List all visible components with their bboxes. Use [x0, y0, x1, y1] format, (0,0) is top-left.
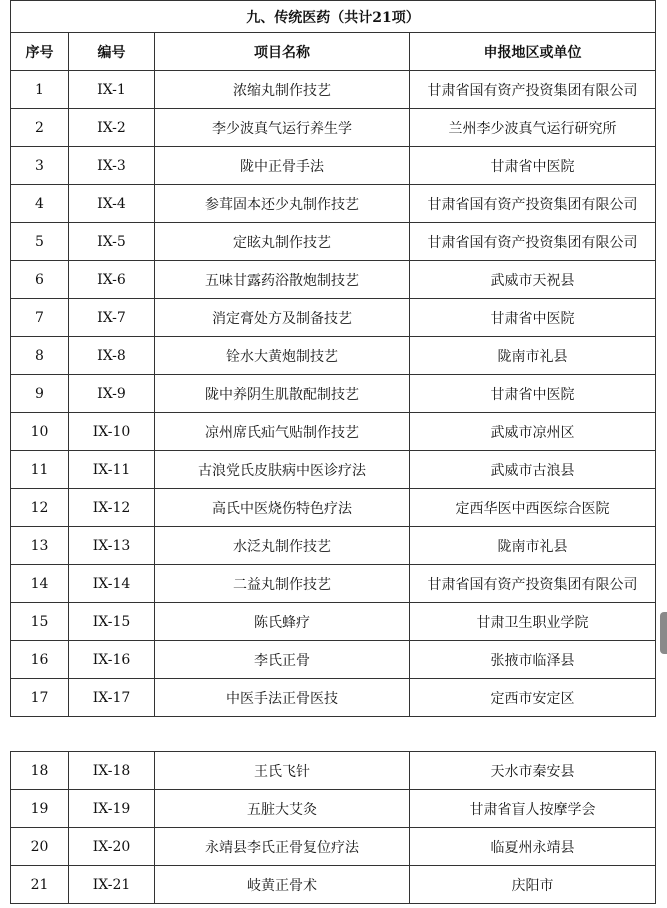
cell-project-name: 铨水大黄炮制技艺 [155, 337, 410, 375]
table-title: 九、传统医药（共计21项） [11, 1, 656, 33]
cell-code: IX-19 [69, 790, 155, 828]
cell-region-or-unit: 甘肃省盲人按摩学会 [410, 790, 656, 828]
table-row [11, 451, 656, 489]
cell-region-or-unit: 甘肃省中医院 [410, 299, 656, 337]
cell-code: IX-3 [69, 147, 155, 185]
table-row [11, 866, 656, 904]
table-row [11, 299, 656, 337]
cell-region-or-unit: 天水市秦安县 [410, 752, 656, 790]
cell-code: IX-2 [69, 109, 155, 147]
cell-project-name: 定眩丸制作技艺 [155, 223, 410, 261]
cell-region-or-unit: 甘肃省中医院 [410, 375, 656, 413]
cell-region-or-unit: 庆阳市 [410, 866, 656, 904]
cell-project-name: 陇中养阴生肌散配制技艺 [155, 375, 410, 413]
cell-project-name: 消定膏处方及制备技艺 [155, 299, 410, 337]
cell-serial: 9 [11, 375, 69, 413]
table-row [11, 527, 656, 565]
cell-project-name: 古浪党氏皮肤病中医诊疗法 [155, 451, 410, 489]
cell-code: IX-14 [69, 565, 155, 603]
table-row [11, 603, 656, 641]
cell-serial: 16 [11, 641, 69, 679]
cell-project-name: 陇中正骨手法 [155, 147, 410, 185]
table-row [11, 679, 656, 717]
table-row [11, 375, 656, 413]
table-row [11, 337, 656, 375]
cell-project-name: 高氏中医烧伤特色疗法 [155, 489, 410, 527]
table-header-row [11, 33, 656, 71]
header-region-or-unit: 申报地区或单位 [410, 33, 656, 71]
table-row [11, 489, 656, 527]
cell-region-or-unit: 甘肃省中医院 [410, 147, 656, 185]
cell-project-name: 中医手法正骨医技 [155, 679, 410, 717]
cell-code: IX-10 [69, 413, 155, 451]
cell-serial: 4 [11, 185, 69, 223]
cell-code: IX-17 [69, 679, 155, 717]
cell-code: IX-9 [69, 375, 155, 413]
cell-serial: 21 [11, 866, 69, 904]
heritage-table-page1 [10, 0, 656, 717]
cell-code: IX-21 [69, 866, 155, 904]
cell-code: IX-13 [69, 527, 155, 565]
table-row [11, 752, 656, 790]
cell-serial: 8 [11, 337, 69, 375]
table-row [11, 261, 656, 299]
cell-project-name: 五脏大艾灸 [155, 790, 410, 828]
cell-region-or-unit: 陇南市礼县 [410, 337, 656, 375]
cell-project-name: 参茸固本还少丸制作技艺 [155, 185, 410, 223]
cell-region-or-unit: 武威市古浪县 [410, 451, 656, 489]
header-code: 编号 [69, 33, 155, 71]
cell-code: IX-20 [69, 828, 155, 866]
cell-code: IX-8 [69, 337, 155, 375]
cell-serial: 6 [11, 261, 69, 299]
page-gap [0, 726, 667, 751]
table-row [11, 71, 656, 109]
cell-project-name: 浓缩丸制作技艺 [155, 71, 410, 109]
cell-code: IX-12 [69, 489, 155, 527]
cell-serial: 20 [11, 828, 69, 866]
cell-code: IX-4 [69, 185, 155, 223]
table-row [11, 185, 656, 223]
cell-project-name: 陈氏蜂疗 [155, 603, 410, 641]
cell-region-or-unit: 甘肃省国有资产投资集团有限公司 [410, 223, 656, 261]
cell-code: IX-7 [69, 299, 155, 337]
cell-serial: 12 [11, 489, 69, 527]
cell-region-or-unit: 定西市安定区 [410, 679, 656, 717]
cell-project-name: 岐黄正骨术 [155, 866, 410, 904]
table-row [11, 828, 656, 866]
cell-code: IX-1 [69, 71, 155, 109]
scrollbar-thumb[interactable] [660, 612, 667, 654]
heritage-table-page2 [10, 751, 656, 904]
cell-code: IX-18 [69, 752, 155, 790]
cell-serial: 18 [11, 752, 69, 790]
table-row [11, 147, 656, 185]
cell-serial: 1 [11, 71, 69, 109]
cell-region-or-unit: 武威市天祝县 [410, 261, 656, 299]
cell-region-or-unit: 张掖市临泽县 [410, 641, 656, 679]
cell-serial: 15 [11, 603, 69, 641]
cell-region-or-unit: 甘肃卫生职业学院 [410, 603, 656, 641]
cell-project-name: 水泛丸制作技艺 [155, 527, 410, 565]
cell-serial: 5 [11, 223, 69, 261]
cell-serial: 10 [11, 413, 69, 451]
cell-serial: 11 [11, 451, 69, 489]
cell-code: IX-11 [69, 451, 155, 489]
cell-project-name: 五味甘露药浴散炮制技艺 [155, 261, 410, 299]
cell-serial: 14 [11, 565, 69, 603]
cell-project-name: 凉州席氏疝气贴制作技艺 [155, 413, 410, 451]
cell-region-or-unit: 陇南市礼县 [410, 527, 656, 565]
cell-region-or-unit: 武威市凉州区 [410, 413, 656, 451]
cell-serial: 3 [11, 147, 69, 185]
cell-code: IX-5 [69, 223, 155, 261]
cell-serial: 17 [11, 679, 69, 717]
cell-serial: 19 [11, 790, 69, 828]
cell-serial: 7 [11, 299, 69, 337]
cell-project-name: 永靖县李氏正骨复位疗法 [155, 828, 410, 866]
cell-region-or-unit: 甘肃省国有资产投资集团有限公司 [410, 71, 656, 109]
table-row [11, 413, 656, 451]
cell-code: IX-16 [69, 641, 155, 679]
cell-serial: 13 [11, 527, 69, 565]
cell-code: IX-6 [69, 261, 155, 299]
table-row [11, 565, 656, 603]
header-serial: 序号 [11, 33, 69, 71]
header-project-name: 项目名称 [155, 33, 410, 71]
cell-code: IX-15 [69, 603, 155, 641]
cell-serial: 2 [11, 109, 69, 147]
table-row [11, 641, 656, 679]
cell-region-or-unit: 甘肃省国有资产投资集团有限公司 [410, 565, 656, 603]
cell-region-or-unit: 定西华医中西医综合医院 [410, 489, 656, 527]
table-row [11, 109, 656, 147]
table-row [11, 790, 656, 828]
cell-region-or-unit: 临夏州永靖县 [410, 828, 656, 866]
cell-region-or-unit: 兰州李少波真气运行研究所 [410, 109, 656, 147]
cell-project-name: 李氏正骨 [155, 641, 410, 679]
cell-project-name: 李少波真气运行养生学 [155, 109, 410, 147]
table-row [11, 223, 656, 261]
cell-project-name: 二益丸制作技艺 [155, 565, 410, 603]
cell-region-or-unit: 甘肃省国有资产投资集团有限公司 [410, 185, 656, 223]
cell-project-name: 王氏飞针 [155, 752, 410, 790]
